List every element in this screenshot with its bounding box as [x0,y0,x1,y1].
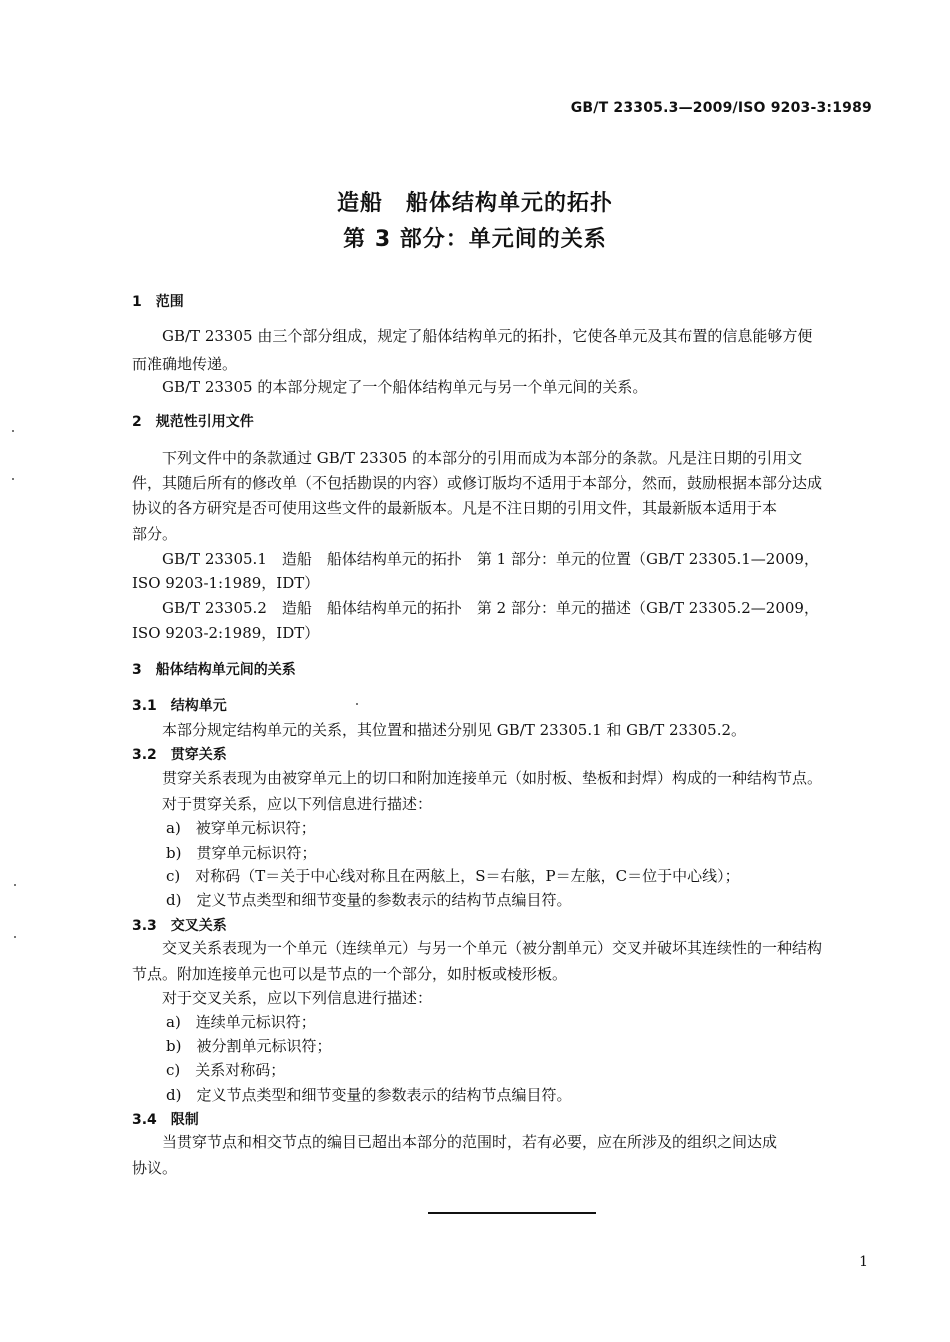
section-3-heading: 3 船体结构单元间的关系 [132,662,296,678]
reference-entry-2: ISO 9203-2:1989，IDT） [132,624,320,642]
section-2-paragraph-line: 下列文件中的条款通过 GB/T 23305 的本部分的引用而成为本部分的条款。凡是注日期的引用文 [162,449,803,467]
section-3-4-heading: 3.4 限制 [132,1112,199,1128]
section-1-paragraph-line: 而准确地传递。 [132,355,238,373]
list-item: a) 被穿单元标识符； [166,819,316,837]
section-3-4-paragraph: 协议。 [132,1159,178,1177]
section-3-3-paragraph: 节点。附加连接单元也可以是节点的一个部分，如肘板或棱形板。 [132,965,568,983]
section-3-2-paragraph: 对于贯穿关系，应以下列信息进行描述： [162,795,433,813]
list-item: d) 定义节点类型和细节变量的参数表示的结构节点编目符。 [166,891,572,909]
section-3-3-paragraph: 交叉关系表现为一个单元（连续单元）与另一个单元（被分割单元）交叉并破坏其连续性的一种结构 [162,939,823,957]
section-3-2-heading: 3.2 贯穿关系 [132,747,227,763]
list-item: c) 对称码（T＝关于中心线对称且在两舷上，S＝右舷，P＝左舷，C＝位于中心线）； [166,867,740,885]
scan-speck [14,936,16,938]
reference-entry-1: ISO 9203-1:1989，IDT） [132,574,320,592]
reference-entry-2: GB/T 23305.2 造船 船体结构单元的拓扑 第 2 部分：单元的描述（GB/T 23305.2—2009， [162,599,819,617]
section-1-paragraph-line: GB/T 23305 的本部分规定了一个船体结构单元与另一个单元间的关系。 [162,378,648,396]
section-2-paragraph-line: 件，其随后所有的修改单（不包括勘误的内容）或修订版均不适用于本部分，然而，鼓励根据本部分达成 [132,474,823,492]
scan-speck [12,430,14,432]
title-line-1: 造船 船体结构单元的拓扑 [336,191,613,216]
end-divider [428,1212,596,1214]
section-3-1-paragraph: 本部分规定结构单元的关系，其位置和描述分别见 GB/T 23305.1 和 GB/T 23305.2。 [162,721,747,739]
scan-speck [356,703,358,705]
section-3-1-heading: 3.1 结构单元 [132,698,227,714]
title-line-2: 第 3 部分：单元间的关系 [343,227,607,252]
section-2-heading: 2 规范性引用文件 [132,414,254,430]
section-3-4-paragraph: 当贯穿节点和相交节点的编目已超出本部分的范围时，若有必要，应在所涉及的组织之间达成 [162,1133,778,1151]
scan-speck [14,884,16,886]
section-1-paragraph-line: GB/T 23305 由三个部分组成，规定了船体结构单元的拓扑，它使各单元及其布置的信息能够方便 [162,327,813,345]
section-2-paragraph-line: 部分。 [132,525,178,543]
list-item: a) 连续单元标识符； [166,1013,316,1031]
reference-entry-1: GB/T 23305.1 造船 船体结构单元的拓扑 第 1 部分：单元的位置（GB/T 23305.1—2009， [162,550,819,568]
section-1-heading: 1 范围 [132,294,184,310]
list-item: b) 被分割单元标识符； [166,1037,332,1055]
standard-code: GB/T 23305.3—2009/ISO 9203-3:1989 [570,100,872,116]
section-3-3-paragraph: 对于交叉关系，应以下列信息进行描述： [162,989,433,1007]
list-item: c) 关系对称码； [166,1061,286,1079]
section-3-3-heading: 3.3 交叉关系 [132,918,227,934]
scan-speck [12,478,14,480]
section-2-paragraph-line: 协议的各方研究是否可使用这些文件的最新版本。凡是不注日期的引用文件，其最新版本适用于本 [132,499,778,517]
page-number: 1 [859,1254,868,1270]
list-item: d) 定义节点类型和细节变量的参数表示的结构节点编目符。 [166,1086,572,1104]
section-3-2-paragraph: 贯穿关系表现为由被穿单元上的切口和附加连接单元（如肘板、垫板和封焊）构成的一种结构节点。 [162,769,823,787]
list-item: b) 贯穿单元标识符； [166,844,317,862]
